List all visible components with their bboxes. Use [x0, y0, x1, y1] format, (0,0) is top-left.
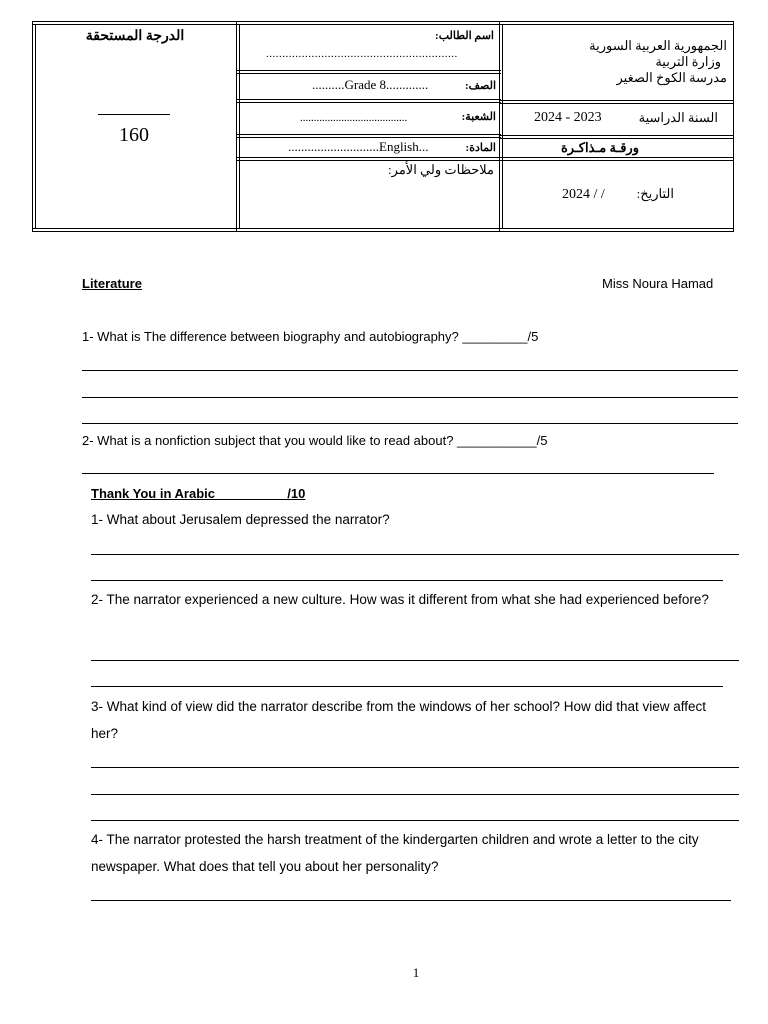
school-year-label: السنة الدراسية — [638, 110, 718, 125]
row-divider — [237, 70, 501, 71]
row-divider — [500, 160, 733, 161]
subject-label: المادة: — [465, 142, 496, 154]
section-field[interactable]: ....................................... — [300, 112, 408, 124]
row-divider — [237, 137, 501, 138]
answer-line[interactable] — [82, 397, 738, 398]
row-divider — [500, 135, 733, 136]
answer-line[interactable] — [91, 554, 739, 555]
answer-line[interactable] — [91, 660, 739, 661]
table-border-top-inner — [32, 24, 733, 25]
row-divider — [237, 102, 501, 103]
class-field[interactable]: ..........Grade 8............. — [312, 77, 429, 92]
question-2-4-text: 4- The narrator protested the harsh treatment of the kindergarten children and wrote a letter to the city newspaper. What does that tell you about her personality? — [91, 832, 699, 874]
table-col-divider-1 — [236, 21, 237, 232]
grade-fraction-line — [98, 114, 170, 115]
page-number: 1 — [412, 965, 420, 980]
answer-line[interactable] — [91, 794, 739, 795]
question-2-2-text: 2- The narrator experienced a new culture. How was it different from what she had experienced before? — [91, 592, 709, 607]
row-divider — [500, 100, 733, 101]
grade-total: 160 — [119, 124, 149, 146]
row-divider — [237, 160, 501, 161]
class-label: الصف: — [465, 80, 496, 92]
row-divider — [500, 103, 733, 104]
answer-line[interactable] — [82, 473, 714, 474]
table-col-divider-2b — [502, 24, 503, 229]
answer-line[interactable] — [91, 580, 723, 581]
table-border-top — [32, 21, 733, 22]
answer-line[interactable] — [91, 820, 739, 821]
row-divider — [500, 138, 733, 139]
ministry-name: وزارة التربية — [655, 54, 721, 69]
question-2-3-text: 3- What kind of view did the narrator describe from the windows of her school? How did that view affect her? — [91, 699, 707, 741]
school-year-value: 2024 - 2023 — [534, 110, 602, 125]
table-col-divider-2 — [499, 21, 500, 232]
answer-line[interactable] — [91, 767, 739, 768]
date-value: 2024 / / — [562, 187, 605, 202]
row-divider — [237, 73, 501, 74]
teacher-name: Miss Noura Hamad — [602, 276, 714, 291]
student-name-label: اسم الطالب: — [435, 30, 494, 42]
table-border-left — [32, 21, 33, 232]
row-divider — [237, 157, 501, 158]
row-divider — [237, 134, 501, 135]
table-border-bottom — [32, 228, 733, 229]
parent-notes-label: ملاحظات ولي الأمر: — [388, 162, 494, 177]
question-1-text: 1- What is The difference between biography and autobiography? _________/5 — [82, 329, 539, 344]
answer-line[interactable] — [91, 900, 731, 901]
section-label: الشعبة: — [461, 111, 496, 123]
table-border-bottom-outer — [32, 231, 733, 232]
answer-line[interactable] — [82, 423, 738, 424]
grade-title: الدرجة المستحقة — [85, 29, 185, 44]
section-title: Literature — [82, 276, 142, 291]
table-col-divider-1b — [239, 24, 240, 229]
question-2-text: 2- What is a nonfiction subject that you would like to read about? ___________/5 — [82, 433, 548, 448]
question-2-1-text: 1- What about Jerusalem depressed the narrator? — [91, 512, 390, 527]
sheet-title: ورقـة مـذاكـرة — [561, 140, 639, 155]
school-name: مدرسة الكوخ الصغير — [616, 70, 727, 85]
answer-line[interactable] — [91, 686, 723, 687]
subject-field[interactable]: ............................English... — [288, 139, 429, 154]
table-border-right — [733, 21, 734, 232]
part-2-title: Thank You in Arabic__________/10 — [91, 486, 306, 501]
student-name-field[interactable]: ........................................................... — [266, 48, 458, 60]
answer-line[interactable] — [82, 370, 738, 371]
date-label: التاريخ: — [636, 186, 674, 201]
republic-name: الجمهورية العربية السورية — [589, 38, 727, 53]
row-divider — [500, 157, 733, 158]
row-divider — [237, 99, 501, 100]
table-border-left-inner — [35, 24, 36, 229]
